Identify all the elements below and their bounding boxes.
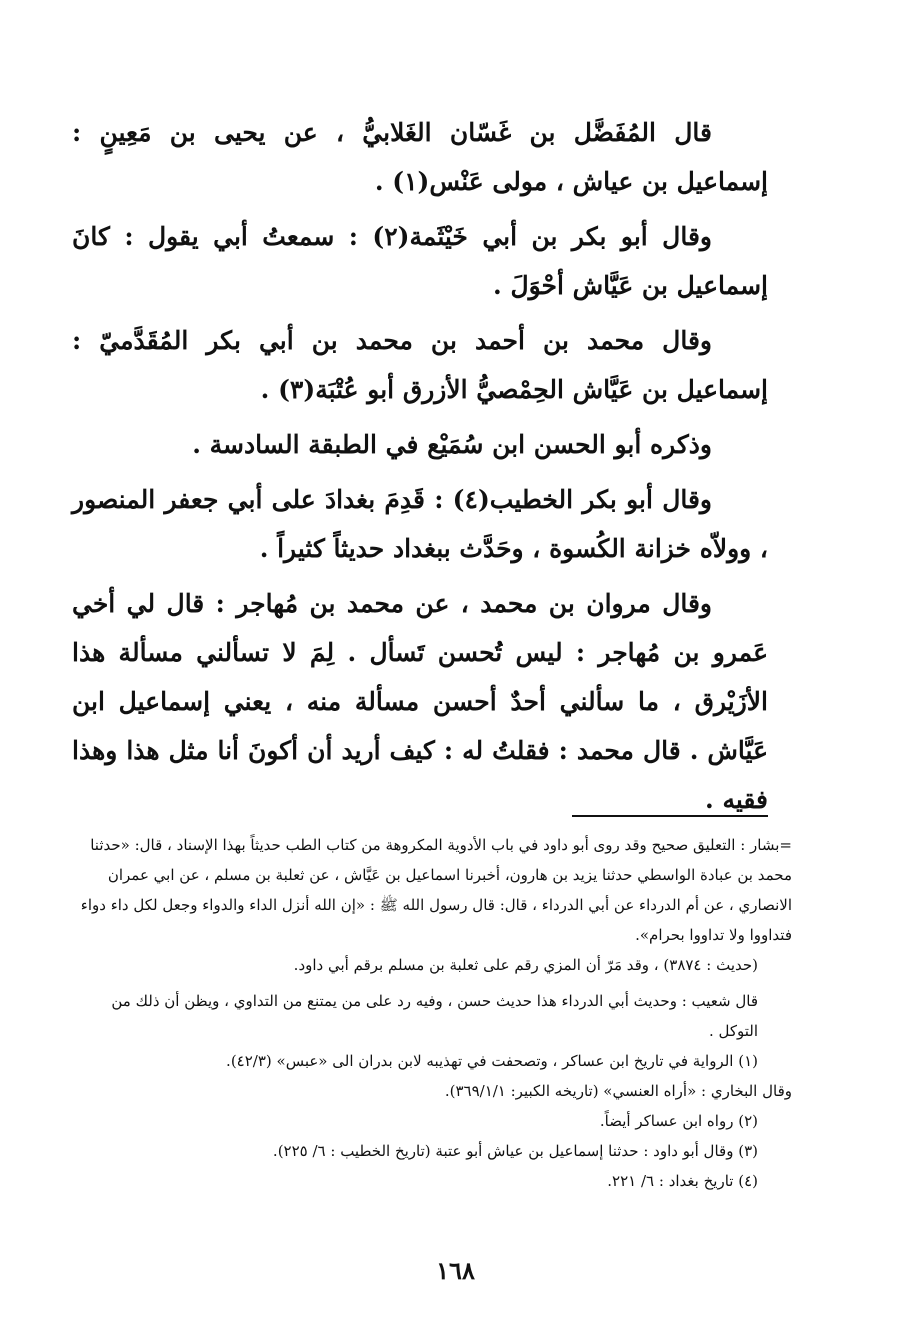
paragraph-6: وقال مروان بن محمد ، عن محمد بن مُهاجر : قال لي أخي عَمرو بن مُهاجر : ليس تُحسن تَسأل . لِمَ لا تسألني مسألة هذا الأزَيْرق ، ما سألني أحدٌ أحسن مسألة منه ، يعني إسماعيل ابن عَيَّاش . قال محمد : فقلتُ له : كيف أريد أن أكونَ أنا مثل هذا وهذا فقيه .	[72, 589, 768, 814]
paragraph-1: قال المُفَضَّل بن غَسّان الغَلابيُّ ، عن يحيى بن مَعِينٍ : إسماعيل بن عياش ، مولى عَنْس(١) .	[72, 118, 768, 196]
page-number: ١٦٨	[436, 1256, 475, 1285]
footnotes	[76, 830, 792, 1196]
footnote-3: (٣) وقال أبو داود : حدثنا إسماعيل بن عياش أبو عتبة (تاريخ الخطيب : ٦/ ٢٢٥).	[272, 1142, 758, 1160]
footnote-hadith-ref: (حديث : ٣٨٧٤) ، وقد مَرّ أن المزي رقم على ثعلبة بن مسلم برقم أبي داود.	[293, 956, 758, 974]
footnote-1: (١) الرواية في تاريخ ابن عساكر ، وتصحفت في تهذيبه لابن بدران الى «عبس» (٤٢/٣).	[226, 1052, 758, 1070]
paragraph-4: وذكره أبو الحسن ابن سُمَيْع في الطبقة السادسة .	[192, 430, 712, 459]
footnote-separator	[572, 815, 768, 817]
footnote-2: (٢) رواه ابن عساكر أيضاً.	[599, 1112, 758, 1130]
footnote-4: (٤) تاريخ بغداد : ٦/ ٢٢١.	[607, 1172, 758, 1190]
paragraph-2: وقال أبو بكر بن أبي خَيْثَمة(٢) : سمعتُ أبي يقول : كانَ إسماعيل بن عَيَّاش أحْوَلَ .	[72, 222, 768, 300]
footnote-1-bukhari: وقال البخاري : «أراه العنسي» (تاريخه الكبير: ٣٦٩/١/١).	[444, 1082, 792, 1100]
paragraph-5: وقال أبو بكر الخطيب(٤) : قَدِمَ بغدادَ على أبي جعفر المنصور ، وولاّه خزانة الكُسوة ، وحَدَّث ببغداد حديثاً كثيراً .	[72, 485, 768, 563]
main-text	[72, 108, 768, 830]
paragraph-3: وقال محمد بن أحمد بن محمد بن أبي بكر المُقَدَّميّ : إسماعيل بن عَيَّاش الحِمْصيُّ الأزرق أبو عُتْبَة(٣) .	[72, 326, 768, 404]
footnote-shuaib: قال شعيب : وحديث أبي الدرداء هذا حديث حسن ، وفيه رد على من يمتنع من التداوي ، ويظن أن ذلك من التوكل .	[111, 992, 758, 1040]
footnote-continuation: =بشار : التعليق صحيح وقد روى أبو داود في باب الأدوية المكروهة من كتاب الطب حديثاً بهذا الإسناد ، قال: «حدثنا محمد بن عبادة الواسطي حدثنا يزيد بن هارون، أخبرنا اسماعيل بن عَيَّاش ، عن ثعلبة بن مسلم ، عن ابي عمران الانصاري ، عن أم الدرداء عن أبي الدرداء ، قال: قال رسول الله ﷺ : «إن الله أنزل الداء والدواء وجعل لكل داء دواء فتداووا ولا تداووا بحرام».	[80, 836, 792, 944]
